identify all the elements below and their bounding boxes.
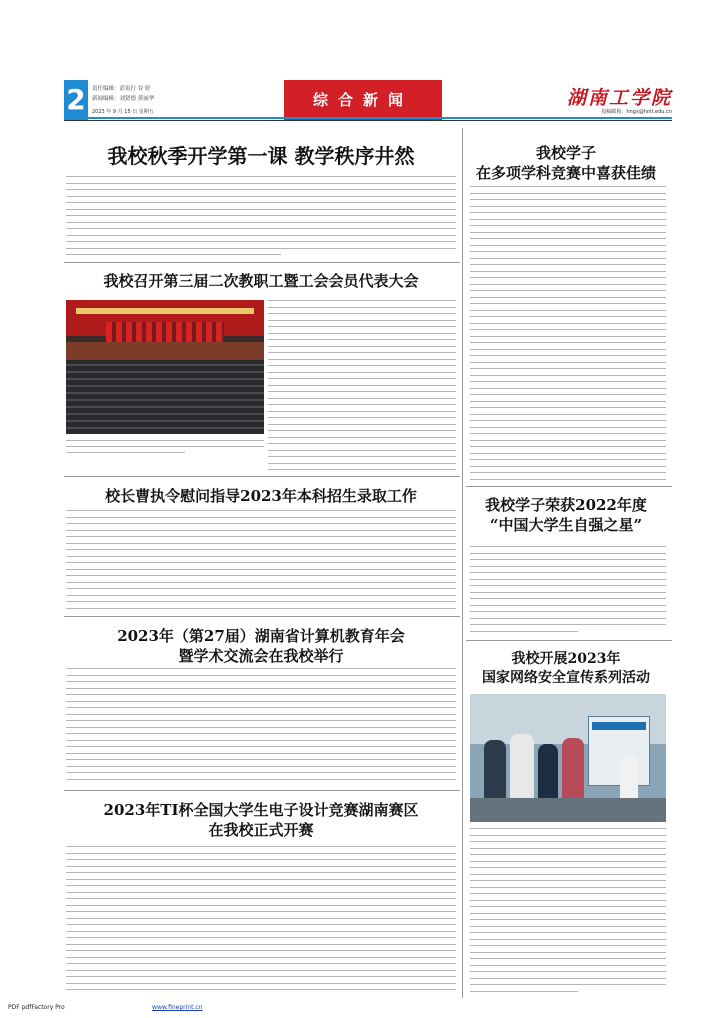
text-line	[66, 595, 456, 596]
text-line	[470, 965, 666, 966]
text-line	[470, 407, 666, 408]
headline-line: 在多项学科竞赛中喜获佳绩	[475, 164, 656, 182]
text-line	[470, 611, 666, 612]
text-line	[66, 601, 456, 602]
text-line	[66, 254, 281, 255]
photo-person	[538, 744, 558, 802]
headline-self-improvement-star	[466, 495, 666, 535]
text-line	[470, 991, 578, 992]
text-line	[66, 675, 456, 676]
text-line	[66, 562, 456, 563]
text-line	[470, 284, 666, 285]
masthead	[64, 80, 672, 120]
text-line	[470, 559, 666, 560]
text-line	[66, 530, 456, 531]
editors-line-1: 责任编辑：彭寅行 谷 婷	[92, 86, 151, 92]
text-line	[66, 701, 456, 702]
text-line	[470, 186, 666, 187]
text-line	[66, 523, 456, 524]
text-line	[470, 316, 666, 317]
text-line	[470, 466, 666, 467]
headline-line: 在我校正式开赛	[208, 821, 314, 839]
text-line	[470, 297, 666, 298]
text-line	[470, 566, 666, 567]
headline-opening-class: 我校秋季开学第一课 教学秩序井然	[107, 144, 415, 168]
text-line	[268, 450, 456, 451]
text-line	[470, 310, 666, 311]
text-line	[470, 427, 666, 428]
text-line	[470, 585, 666, 586]
text-line	[470, 394, 666, 395]
text-line	[470, 362, 666, 363]
text-line	[470, 271, 666, 272]
text-line	[470, 939, 666, 940]
page-number: 2	[64, 80, 88, 120]
photo-caption	[66, 437, 264, 453]
text-line	[470, 854, 666, 855]
text-line	[470, 874, 666, 875]
text-line	[470, 245, 666, 246]
text-line	[66, 183, 456, 184]
text-line	[470, 193, 666, 194]
pdf-footer: PDF pdfFactory Pro	[8, 1004, 65, 1011]
text-line	[268, 456, 456, 457]
text-line	[268, 326, 456, 327]
text-line	[66, 963, 456, 964]
text-line	[470, 828, 666, 829]
photo-person	[620, 754, 638, 802]
text-line	[470, 355, 666, 356]
text-line	[470, 381, 666, 382]
text-line	[268, 463, 456, 464]
text-line	[66, 582, 456, 583]
text-line	[66, 983, 456, 984]
text-line	[66, 681, 456, 682]
text-line	[470, 199, 666, 200]
text-line	[66, 779, 456, 780]
editors-credits	[92, 84, 154, 104]
photo-person	[484, 740, 506, 802]
headline-line: 国家网络安全宣传系列活动	[482, 670, 650, 686]
text-line	[66, 202, 456, 203]
text-line	[268, 300, 456, 301]
text-line	[470, 861, 666, 862]
section-divider	[64, 790, 460, 791]
text-line	[66, 228, 456, 229]
congress-photo	[66, 300, 264, 434]
text-line	[66, 248, 456, 249]
text-line	[470, 919, 666, 920]
text-line	[470, 978, 666, 979]
article-body	[66, 668, 456, 784]
text-line	[470, 264, 666, 265]
text-line	[268, 352, 456, 353]
text-line	[268, 346, 456, 347]
text-line	[66, 588, 456, 589]
text-line	[470, 375, 666, 376]
text-line	[470, 867, 666, 868]
text-line	[470, 618, 666, 619]
text-line	[66, 859, 456, 860]
issue-date: 2023 年 9 月 15 日 星期五	[92, 109, 154, 115]
text-line	[470, 349, 666, 350]
text-line	[268, 424, 456, 425]
text-line	[66, 569, 456, 570]
text-line	[66, 759, 456, 760]
text-line	[66, 196, 456, 197]
headline-cybersecurity	[466, 650, 666, 688]
photo-banner-text	[76, 308, 254, 314]
headline-ti-cup	[66, 800, 456, 840]
text-line	[470, 342, 666, 343]
text-line	[268, 411, 456, 412]
masthead-rule	[64, 120, 672, 121]
photo-floor	[470, 798, 666, 822]
text-line	[470, 546, 666, 547]
article-body	[268, 300, 456, 472]
text-line	[66, 924, 456, 925]
article-body	[470, 828, 666, 996]
text-line	[470, 433, 666, 434]
text-line	[268, 391, 456, 392]
text-line	[66, 976, 456, 977]
article-body	[470, 546, 666, 632]
text-line	[470, 605, 666, 606]
text-line	[470, 453, 666, 454]
text-line	[470, 440, 666, 441]
text-line	[470, 336, 666, 337]
article-body	[66, 846, 456, 996]
text-line	[268, 313, 456, 314]
text-line	[470, 323, 666, 324]
text-line	[470, 893, 666, 894]
text-line	[66, 543, 456, 544]
column-divider	[462, 128, 463, 998]
text-line	[470, 592, 666, 593]
text-line	[470, 225, 666, 226]
text-line	[470, 553, 666, 554]
text-line	[470, 232, 666, 233]
text-line	[66, 517, 456, 518]
text-line	[66, 866, 456, 867]
photo-person	[562, 738, 584, 802]
headline-line: 2023年TI杯全国大学生电子设计竞赛湖南赛区	[103, 801, 419, 819]
text-line	[268, 417, 456, 418]
text-line	[66, 176, 456, 177]
text-line	[66, 996, 281, 997]
text-line	[66, 727, 456, 728]
text-line	[470, 206, 666, 207]
text-line	[470, 932, 666, 933]
text-line	[66, 549, 456, 550]
text-line	[66, 668, 456, 669]
text-line	[470, 290, 666, 291]
text-line	[470, 572, 666, 573]
text-line	[470, 388, 666, 389]
masthead-rule-accent	[88, 117, 672, 119]
article-body	[66, 510, 456, 610]
text-line	[470, 906, 666, 907]
text-line	[470, 598, 666, 599]
text-line	[66, 879, 456, 880]
text-line	[470, 984, 666, 985]
text-line	[268, 437, 456, 438]
editors-line-2: 新闻编辑：刘贤德 黄丽华	[92, 96, 155, 102]
headline-line: 我校开展2023年	[511, 651, 621, 667]
text-line	[470, 258, 666, 259]
text-line	[268, 385, 456, 386]
text-line	[470, 459, 666, 460]
text-line	[66, 944, 456, 945]
text-line	[66, 918, 456, 919]
text-line	[470, 952, 666, 953]
text-line	[268, 404, 456, 405]
text-line	[66, 740, 456, 741]
headline-line: 2023年（第27届）湖南省计算机教育年会	[117, 627, 405, 645]
headline-line: 我校学子荣获2022年度	[485, 496, 647, 514]
text-line	[66, 931, 456, 932]
text-line	[268, 443, 456, 444]
text-line	[66, 846, 456, 847]
photo-audience	[66, 360, 264, 434]
text-line	[470, 887, 666, 888]
text-line	[470, 303, 666, 304]
headline-line: “中国大学生自强之星”	[489, 516, 643, 534]
text-line	[66, 720, 456, 721]
text-line	[66, 911, 456, 912]
text-line	[66, 957, 456, 958]
text-line	[66, 872, 456, 873]
text-line	[470, 401, 666, 402]
text-line	[66, 714, 456, 715]
text-line	[268, 359, 456, 360]
section-title: 综合新闻	[312, 91, 413, 109]
text-line	[268, 365, 456, 366]
text-line	[66, 772, 456, 773]
text-line	[470, 277, 666, 278]
text-line	[268, 339, 456, 340]
text-line	[470, 212, 666, 213]
headline-line: 暨学术交流会在我校举行	[178, 647, 344, 665]
text-line	[470, 446, 666, 447]
photo-board-header	[592, 722, 646, 730]
text-line	[66, 707, 456, 708]
text-line	[470, 472, 666, 473]
headline-staff-congress: 我校召开第三届二次教职工暨工会会员代表大会	[103, 272, 419, 290]
headline-computer-education	[66, 626, 456, 666]
text-line	[470, 251, 666, 252]
text-line	[470, 971, 666, 972]
text-line	[470, 926, 666, 927]
text-line	[470, 958, 666, 959]
text-line	[66, 222, 456, 223]
text-line	[268, 469, 456, 470]
headline-line: 我校学子	[535, 144, 596, 162]
text-line	[66, 885, 456, 886]
footer-link[interactable]: www.fineprint.cn	[152, 1004, 203, 1011]
text-line	[470, 900, 666, 901]
section-divider	[466, 486, 672, 487]
text-line	[470, 238, 666, 239]
text-line	[66, 892, 456, 893]
text-line	[268, 378, 456, 379]
text-line	[66, 189, 456, 190]
text-line	[268, 333, 456, 334]
text-line	[66, 853, 456, 854]
text-line	[268, 372, 456, 373]
photo-flags	[106, 322, 224, 342]
text-line	[470, 631, 578, 632]
text-line	[66, 209, 456, 210]
section-divider	[64, 476, 460, 477]
text-line	[470, 219, 666, 220]
text-line	[470, 579, 666, 580]
text-line	[268, 398, 456, 399]
text-line	[470, 848, 666, 849]
text-line	[66, 536, 456, 537]
section-divider	[64, 262, 460, 263]
text-line	[268, 307, 456, 308]
article-body	[66, 176, 456, 256]
text-line	[66, 766, 456, 767]
text-line	[66, 575, 456, 576]
text-line	[470, 329, 666, 330]
text-line	[268, 320, 456, 321]
text-line	[470, 479, 666, 480]
text-line	[470, 835, 666, 836]
text-line	[66, 241, 456, 242]
headline-competitions	[466, 143, 666, 183]
section-divider	[466, 640, 672, 641]
text-line	[66, 235, 456, 236]
photo-person	[510, 734, 534, 802]
text-line	[470, 368, 666, 369]
text-line	[470, 420, 666, 421]
text-line	[66, 989, 456, 990]
text-line	[66, 608, 456, 609]
text-line	[470, 880, 666, 881]
newspaper-logo: 湖南工学院	[566, 87, 672, 109]
text-line	[66, 215, 456, 216]
headline-admissions: 校长曹执令慰问指导2023年本科招生录取工作	[105, 487, 417, 505]
cybersecurity-photo	[470, 694, 666, 822]
section-divider	[64, 616, 460, 617]
text-line	[470, 913, 666, 914]
text-line	[66, 970, 456, 971]
text-line	[66, 905, 456, 906]
text-line	[66, 510, 456, 511]
text-line	[66, 694, 456, 695]
article-body	[470, 186, 666, 480]
text-line	[268, 430, 456, 431]
text-line	[470, 624, 666, 625]
text-line	[470, 414, 666, 415]
text-line	[470, 945, 666, 946]
text-line	[66, 733, 456, 734]
text-line	[66, 950, 456, 951]
text-line	[66, 746, 456, 747]
contact-email: 投稿邮箱：hngx@hnit.edu.cn	[601, 109, 672, 115]
text-line	[470, 841, 666, 842]
text-line	[66, 556, 456, 557]
text-line	[66, 753, 456, 754]
text-line	[66, 937, 456, 938]
text-line	[66, 898, 456, 899]
text-line	[66, 688, 456, 689]
photo-stage	[66, 342, 264, 360]
